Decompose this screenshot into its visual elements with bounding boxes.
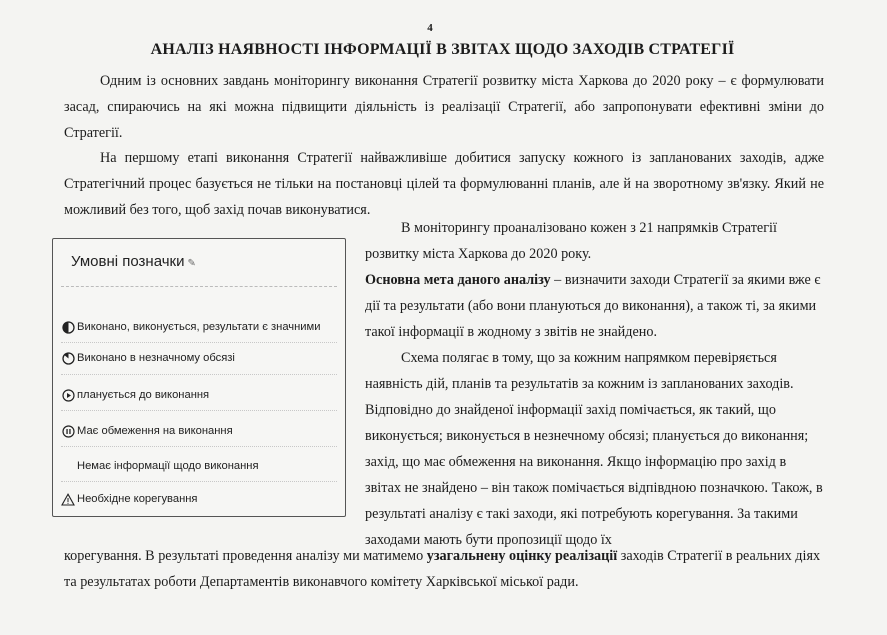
legend-item-done <box>61 317 343 337</box>
pause-circle-icon <box>61 424 75 438</box>
page-title: АНАЛІЗ НАЯВНОСТІ ІНФОРМАЦІЇ В ЗВІТАХ ЩОДО ЗАХОДІВ СТРАТЕГІЇ <box>150 41 735 58</box>
main-goal-heading: Основна мета даного аналізу <box>365 272 551 288</box>
legend-title <box>71 253 196 270</box>
half-filled-circle-icon <box>61 320 75 334</box>
paragraph-scheme: Схема полягає в тому, що за кожним напрямком перевіряється наявність дій, планів та результатів за кожним із запланованих заходів. Відповідно до знайденої інформації захід помічається, як такий, що виконується; виконується в незнечному обсязі; планується до виконання; захід, що має обмеження на виконання. Якщо інформацію про захід в звітах не знайдено – він також помічається відпівдною позначкою. Також, в результаті аналізу є такі заходи, які потребують корегування. За такими заходами мають бути пропозиції щодо їх <box>365 350 823 548</box>
paragraph-intro: Одним із основних завдань моніторингу виконання Стратегії розвитку міста Харкова до 2020 року – є формулювати засад, спираючись на які можна підвищити діяльність із реалізації Стратегії, або запропонувати ефективні зміни до Стратегії. <box>64 73 824 141</box>
legend-item-planned <box>61 385 343 405</box>
play-circle-icon <box>61 388 75 402</box>
legend-label: Виконано, виконується, результати є значними <box>77 321 321 333</box>
legend-separator <box>61 342 337 343</box>
paragraph-main-goal <box>365 267 825 345</box>
legend-label: Виконано в незначному обсязі <box>77 352 235 364</box>
legend-label: Має обмеження на виконання <box>77 425 233 437</box>
partial-circle-icon <box>61 351 75 365</box>
conclusion-start: корегування. В результаті проведення аналізу ми матимемо <box>64 548 427 564</box>
blank-icon <box>61 459 75 473</box>
legend-item-partial <box>61 348 343 368</box>
conclusion-bold: узагальнену оцінку реалізації <box>426 548 618 564</box>
legend-separator <box>61 446 337 447</box>
page-number: 4 <box>427 22 433 34</box>
paragraph-first-stage: На першому етапі виконання Стратегії найважливіше добитися запуску кожного із запланованих заходів, адже Стратегічний процес базується не тільки на постановці цілей та формулюванні планів, але й на зворотному зв'язку. Який не можливий без того, щоб захід почав виконуватися. <box>64 150 824 218</box>
legend-label: Необхідне корегування <box>77 493 198 505</box>
legend-separator <box>61 374 337 375</box>
main-goal-text: – визначити заходи Стратегії за якими вже є дії та результати (або вони плануються до виконання), а також ті, за якими такої інформації в жодному з звітів не знайдено. <box>365 272 821 340</box>
conclusion-end: заходів Стратегії в реальних діях та результатах роботи Департаментів виконавчого комітету Харківської міської ради. <box>64 548 821 590</box>
legend-box <box>52 238 346 517</box>
legend-title-text: Умовні позначки <box>71 253 185 270</box>
legend-item-restricted <box>61 421 343 441</box>
legend-divider <box>61 286 337 287</box>
legend-separator <box>61 410 337 411</box>
paragraph-monitoring-scope: В моніторингу проаналізовано кожен з 21 напрямків Стратегії розвитку міста Харкова до 2020 року. <box>365 220 777 262</box>
edit-icon: ✎ <box>187 258 196 269</box>
legend-label: Немає інформації щодо виконання <box>77 460 259 472</box>
legend-item-no-info <box>61 456 343 476</box>
legend-label: планується до виконання <box>77 389 210 401</box>
paragraph-conclusion <box>64 543 829 595</box>
legend-item-correction <box>61 489 343 509</box>
legend-separator <box>61 481 337 482</box>
warning-triangle-icon <box>61 492 75 506</box>
